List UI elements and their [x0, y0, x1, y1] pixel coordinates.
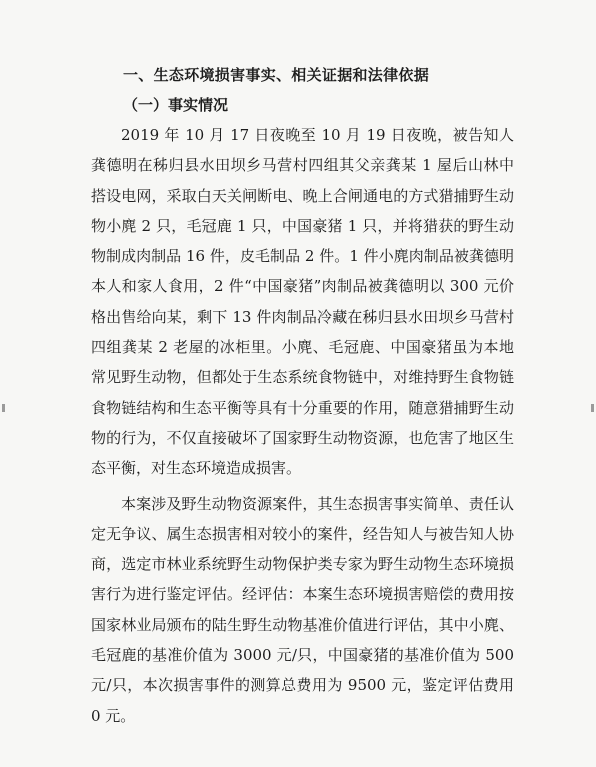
subsection-heading: （一）事实情况: [123, 96, 229, 114]
left-edge-mark: [2, 404, 5, 412]
section-heading: 一、生态环境损害事实、相关证据和法律依据: [123, 66, 430, 84]
paragraph-assessment: 本案涉及野生动物资源案件，其生态损害事实简单、责任认定无争议、属生态损害相对较小的案件，经告知人与被告知人协商，选定市林业系统野生动物保护类专家为野生动物生态环境损害行为进行鉴定评估。经评估：本案生态环境损害赔偿的费用按国家林业局颁布的陆生野生动物基准价值进行评估，其中小麂、毛冠鹿的基准价值为 3000 元/只，中国豪猪的基准价值为 500 元/只，本次损害事件的测算总费用为 9500 元，鉴定评估费用 0 元。: [91, 494, 514, 725]
right-edge-mark: [591, 404, 594, 412]
paragraph-facts: 2019 年 10 月 17 日夜晚至 10 月 19 日夜晚，被告知人龚德明在秭归县水田坝乡马营村四组其父亲龚某 1 屋后山林中搭设电网，采取白天关闸断电、晚上合闸通电的方式猎捕野生动物小麂 2 只，毛冠鹿 1 只，中国豪猪 1 只，并将猎获的野生动物制成肉制品 16 件，皮毛制品 2 件。1 件小麂肉制品被龚德明本人和家人食用，2 件“中国豪猪”肉制品被龚德明以 300 元价格出售给向某，剩下 13 件肉制品冷藏在秭归县水田坝乡马营村四组龚某 2 老屋的冰柜里。小麂、毛冠鹿、中国豪猪虽为本地常见野生动物，但都处于生态系统食物链中，对维持野生食物链食物链结构和生态平衡等具有十分重要的作用，随意猎捕野生动物的行为，不仅直接破坏了国家野生动物资源，也危害了地区生态平衡，对生态环境造成损害。: [91, 126, 514, 478]
